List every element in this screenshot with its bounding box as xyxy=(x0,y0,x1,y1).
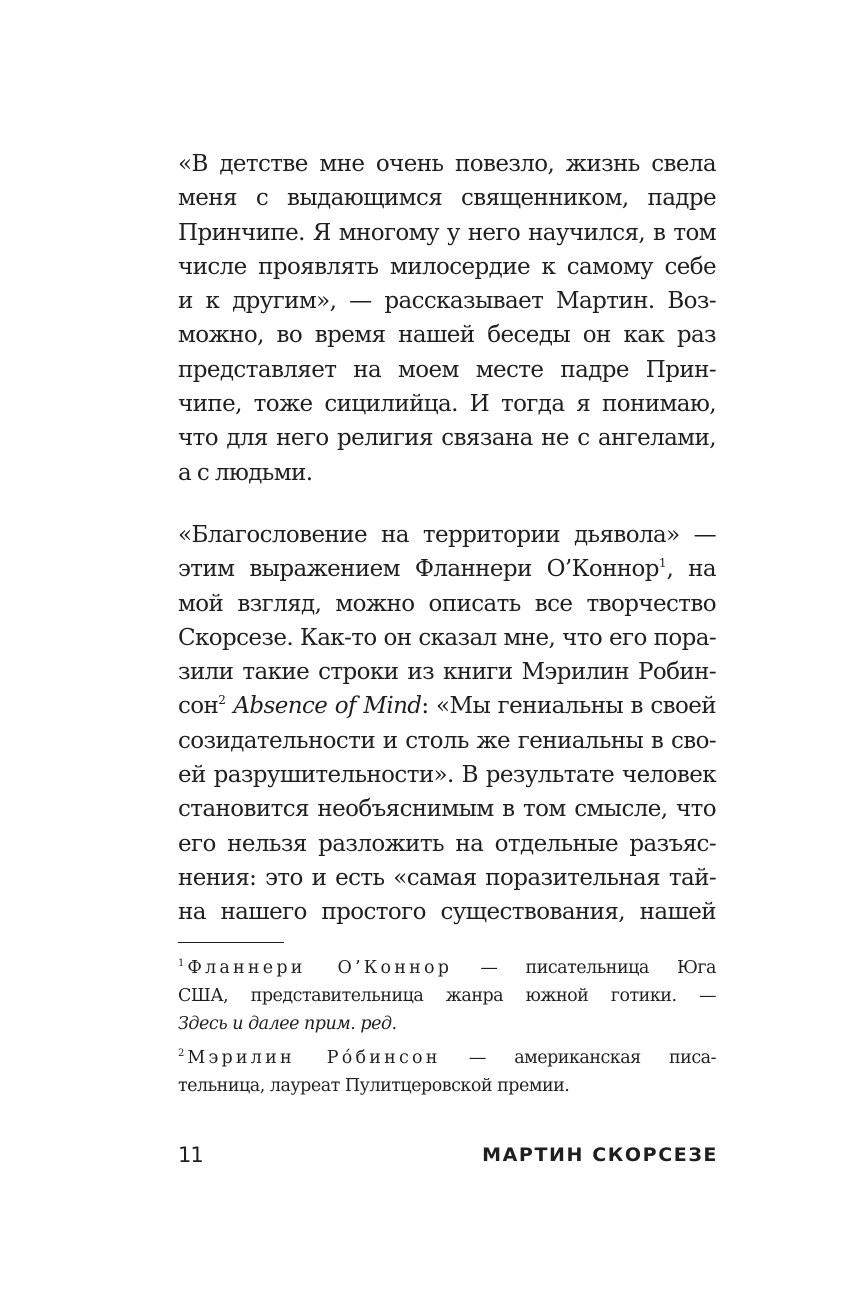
text-line: что для него религия связана не с ангелами, xyxy=(178,425,716,452)
text-line: нения: это и есть «самая поразительная тай- xyxy=(178,864,716,891)
footnote-mark: 2 xyxy=(178,1048,185,1060)
book-title: Absence of Mind xyxy=(233,693,422,720)
text-segment: , на xyxy=(666,556,716,583)
text-line: и к другим», — рассказывает Мартин. Воз- xyxy=(178,288,716,315)
text-line: числе проявлять милосердие к самому себе xyxy=(178,253,716,280)
text-line: «В детстве мне очень повезло, жизнь свела xyxy=(178,151,716,177)
text-line: Скорсезе. Как-то он сказал мне, что его пора- xyxy=(178,624,716,651)
text-line: меня с выдающимся священником, падре xyxy=(178,185,716,212)
footnote-text: — американская писа- xyxy=(440,1048,716,1068)
paragraph-1 xyxy=(178,147,716,490)
text-line: мой взгляд, можно описать все творчество xyxy=(178,590,716,617)
footnote-2-line xyxy=(178,1044,716,1072)
text-line: можно, во время нашей беседы он как раз xyxy=(178,322,716,349)
footnote-1-line: США, представительница жанра южной готики. — xyxy=(178,986,716,1006)
text-line: ей разрушительности». В результате человек xyxy=(178,762,716,789)
text-line: на нашего простого существования, нашей xyxy=(178,899,716,926)
text-line: а с людьми. xyxy=(178,459,313,486)
footnote-name: Мэрилин Ро́бинсон xyxy=(187,1048,441,1068)
footnote-1-line xyxy=(178,954,716,982)
text-line: созидательности и столь же гениальны в сво- xyxy=(178,727,716,754)
footnote-name: Фланнери О’Коннор xyxy=(187,958,453,978)
text-segment: : «Мы гениальны в своей xyxy=(421,693,716,720)
text-line: представляет на моем месте падре Прин- xyxy=(178,356,716,383)
footnote-divider xyxy=(178,942,284,943)
text-line: «Благословение на территории дьявола» — xyxy=(178,522,716,548)
text-line xyxy=(178,689,716,723)
footnote-text: — писательница Юга xyxy=(452,958,716,978)
page-footer xyxy=(178,1140,718,1170)
footnote-2-line: тельница, лауреат Пулитцеровской премии. xyxy=(178,1076,570,1096)
text-line: становится необъяснимым в том смысле, что xyxy=(178,796,716,823)
text-line: его нельзя разложить на отдельные разъяс- xyxy=(178,830,716,857)
footnote-ref-2[interactable]: 2 xyxy=(218,692,226,707)
footnote-ref-1[interactable]: 1 xyxy=(658,555,667,570)
text-line: зили такие строки из книги Мэрилин Робин- xyxy=(178,659,716,686)
text-line xyxy=(178,552,716,586)
text-line: чипе, тоже сицилийца. И тогда я понимаю, xyxy=(178,391,716,418)
page-number: 11 xyxy=(178,1143,203,1167)
text-line: Принчипе. Я многому у него научился, в том xyxy=(178,219,716,246)
text-segment: сон xyxy=(178,693,219,720)
footnote-1-line xyxy=(178,1010,716,1038)
text-segment: этим выражением Фланнери О’Коннор xyxy=(178,556,659,583)
footnotes xyxy=(178,954,716,1100)
running-head: МАРТИН СКОРСЕЗЕ xyxy=(482,1144,718,1166)
footnote-editor-note: Здесь и далее прим. ред. xyxy=(178,1014,397,1034)
paragraph-2 xyxy=(178,518,716,930)
footnote-mark: 1 xyxy=(178,958,185,970)
